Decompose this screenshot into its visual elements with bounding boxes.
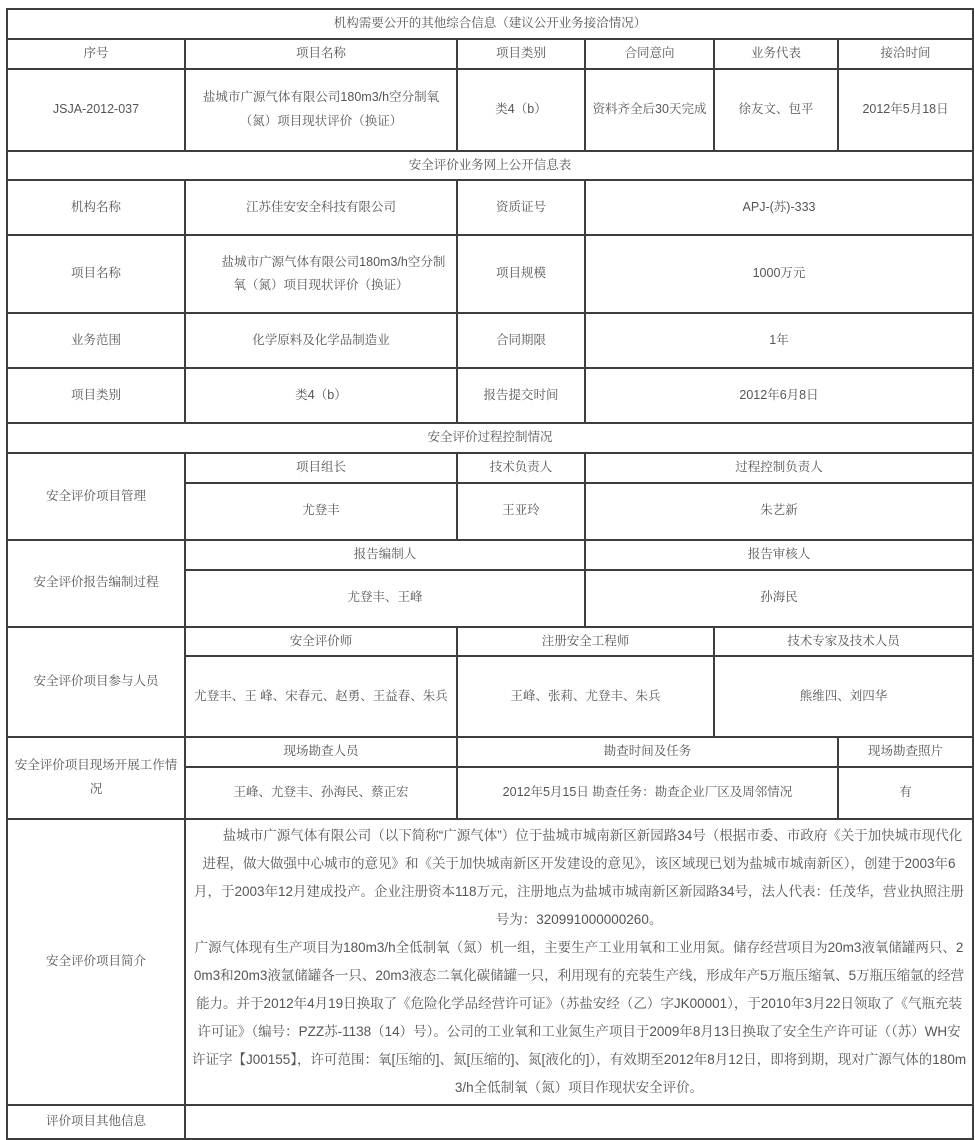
cell-category: 类4（b） bbox=[457, 69, 585, 151]
value-project-name: 盐城市广源气体有限公司180m3/h空分制氧（氮）项目现状评价（换证） bbox=[185, 235, 457, 313]
header-survey-time-task: 勘查时间及任务 bbox=[457, 737, 838, 767]
value-site-survey-photos: 有 bbox=[838, 767, 973, 819]
cell-contract-intent: 资料齐全后30天完成 bbox=[585, 69, 714, 151]
cell-project-name: 盐城市广源气体有限公司180m3/h空分制氧（氮）项目现状评价（换证） bbox=[185, 69, 457, 151]
col-header-contract-intent: 合同意向 bbox=[585, 39, 714, 69]
other-info-row bbox=[7, 1105, 973, 1139]
value-project-category: 类4（b） bbox=[185, 368, 457, 423]
header-safety-evaluators: 安全评价师 bbox=[185, 627, 457, 657]
label-project-intro: 安全评价项目简介 bbox=[7, 819, 185, 1105]
col-header-representative: 业务代表 bbox=[714, 39, 838, 69]
participants-header-row bbox=[7, 627, 973, 657]
intro-paragraph-1: 盐城市广源气体有限公司（以下简称“广源气体”）位于盐城市城南新区新园路34号（根据市委、市政府《关于加快城市现代化进程，做大做强中心城市的意见》和《关于加快城南新区开发建设的意见》，该区域现已划为盐城市城南新区），创建于2003年6月，于2003年12月建成投产。企业注册资本118万元，注册地点为盐城市城南新区新园路34号，法人代表：任茂华，营业执照注册号为：320991000000260。 bbox=[193, 828, 965, 927]
label-business-scope: 业务范围 bbox=[7, 313, 185, 368]
label-project-management: 安全评价项目管理 bbox=[7, 453, 185, 540]
col-header-category: 项目类别 bbox=[457, 39, 585, 69]
value-business-scope: 化学原料及化学品制造业 bbox=[185, 313, 457, 368]
value-qualification-no: APJ-(苏)-333 bbox=[585, 180, 973, 235]
project-name-row bbox=[7, 235, 973, 313]
business-scope-row bbox=[7, 313, 973, 368]
value-contract-period: 1年 bbox=[585, 313, 973, 368]
report-header-row bbox=[7, 540, 973, 570]
value-process-control-lead: 朱艺新 bbox=[585, 483, 973, 540]
value-project-leader: 尤登丰 bbox=[185, 483, 457, 540]
col-header-contact-date: 接洽时间 bbox=[838, 39, 973, 69]
col-header-project-name: 项目名称 bbox=[185, 39, 457, 69]
value-report-reviewer: 孙海民 bbox=[585, 570, 973, 627]
intro-row bbox=[7, 819, 973, 1105]
value-report-writer: 尤登丰、王峰 bbox=[185, 570, 585, 627]
label-other-info: 评价项目其他信息 bbox=[7, 1105, 185, 1139]
header-technical-lead: 技术负责人 bbox=[457, 453, 585, 483]
header-report-reviewer: 报告审核人 bbox=[585, 540, 973, 570]
label-org-name: 机构名称 bbox=[7, 180, 185, 235]
management-header-row bbox=[7, 453, 973, 483]
value-org-name: 江苏佳安安全科技有限公司 bbox=[185, 180, 457, 235]
col-header-serial: 序号 bbox=[7, 39, 185, 69]
section3-title: 安全评价过程控制情况 bbox=[7, 423, 973, 453]
section2-title: 安全评价业务网上公开信息表 bbox=[7, 151, 973, 181]
org-name-row bbox=[7, 180, 973, 235]
section1-title: 机构需要公开的其他综合信息（建议公开业务接洽情况） bbox=[7, 9, 973, 39]
value-report-submit-date: 2012年6月8日 bbox=[585, 368, 973, 423]
header-registered-safety-engineers: 注册安全工程师 bbox=[457, 627, 714, 657]
label-qualification-no: 资质证号 bbox=[457, 180, 585, 235]
value-project-scale: 1000万元 bbox=[585, 235, 973, 313]
project-category-row bbox=[7, 368, 973, 423]
label-project-name: 项目名称 bbox=[7, 235, 185, 313]
section2-title-row bbox=[7, 151, 973, 181]
cell-serial: JSJA-2012-037 bbox=[7, 69, 185, 151]
cell-representative: 徐友文、包平 bbox=[714, 69, 838, 151]
public-info-table bbox=[6, 8, 974, 1140]
value-technical-lead: 王亚玲 bbox=[457, 483, 585, 540]
label-report-submit-date: 报告提交时间 bbox=[457, 368, 585, 423]
header-report-writer: 报告编制人 bbox=[185, 540, 585, 570]
value-site-survey-staff: 王峰、尤登丰、孙海民、蔡正宏 bbox=[185, 767, 457, 819]
label-site-work: 安全评价项目现场开展工作情况 bbox=[7, 737, 185, 819]
header-technical-experts: 技术专家及技术人员 bbox=[714, 627, 973, 657]
value-other-info bbox=[185, 1105, 973, 1139]
header-process-control-lead: 过程控制负责人 bbox=[585, 453, 973, 483]
header-site-survey-staff: 现场勘查人员 bbox=[185, 737, 457, 767]
section1-data-row bbox=[7, 69, 973, 151]
cell-contact-date: 2012年5月18日 bbox=[838, 69, 973, 151]
header-project-leader: 项目组长 bbox=[185, 453, 457, 483]
value-technical-experts: 熊维四、刘四华 bbox=[714, 656, 973, 737]
site-work-header-row bbox=[7, 737, 973, 767]
header-site-survey-photos: 现场勘查照片 bbox=[838, 737, 973, 767]
label-participants: 安全评价项目参与人员 bbox=[7, 627, 185, 738]
label-contract-period: 合同期限 bbox=[457, 313, 585, 368]
label-project-scale: 项目规模 bbox=[457, 235, 585, 313]
intro-paragraph-2: 广源气体现有生产项目为180m3/h全低制氧（氮）机一组，主要生产工业用氧和工业用氮。储存经营项目为20m3液氧储罐两只、20m3和20m3液氩储罐各一只、20m3液态二氧化碳储罐一只，利用现有的充装生产线，形成年产5万瓶压缩氧、5万瓶压缩氩的经营能力。并于2012年4月19日换取了《危险化学品经营许可证》（苏盐安经（乙）字JK00001），于2010年3月22日领取了《气瓶充装许可证》（编号：PZZ苏-1138（14）号）。公司的工业氧和工业氮生产项目于2009年8月13日换取了安全生产许可证（（苏）WH安许证字【J00155】，许可范围：氧[压缩的]、氮[压缩的]、氮[液化的]），有效期至2012年8月12日，即将到期，现对广源气体的180m3/h全低制氧（氮）项目作现状安全评价。 bbox=[191, 940, 967, 1095]
section1-header-row bbox=[7, 39, 973, 69]
label-project-category: 项目类别 bbox=[7, 368, 185, 423]
value-survey-time-task: 2012年5月15日 勘查任务：勘查企业厂区及周邻情况 bbox=[457, 767, 838, 819]
value-safety-evaluators: 尤登丰、王 峰、宋春元、赵勇、王益春、朱兵 bbox=[185, 656, 457, 737]
label-report-process: 安全评价报告编制过程 bbox=[7, 540, 185, 627]
section1-title-row bbox=[7, 9, 973, 39]
section3-title-row bbox=[7, 423, 973, 453]
value-project-intro bbox=[185, 819, 973, 1105]
value-registered-safety-engineers: 王峰、张莉、尤登丰、朱兵 bbox=[457, 656, 714, 737]
